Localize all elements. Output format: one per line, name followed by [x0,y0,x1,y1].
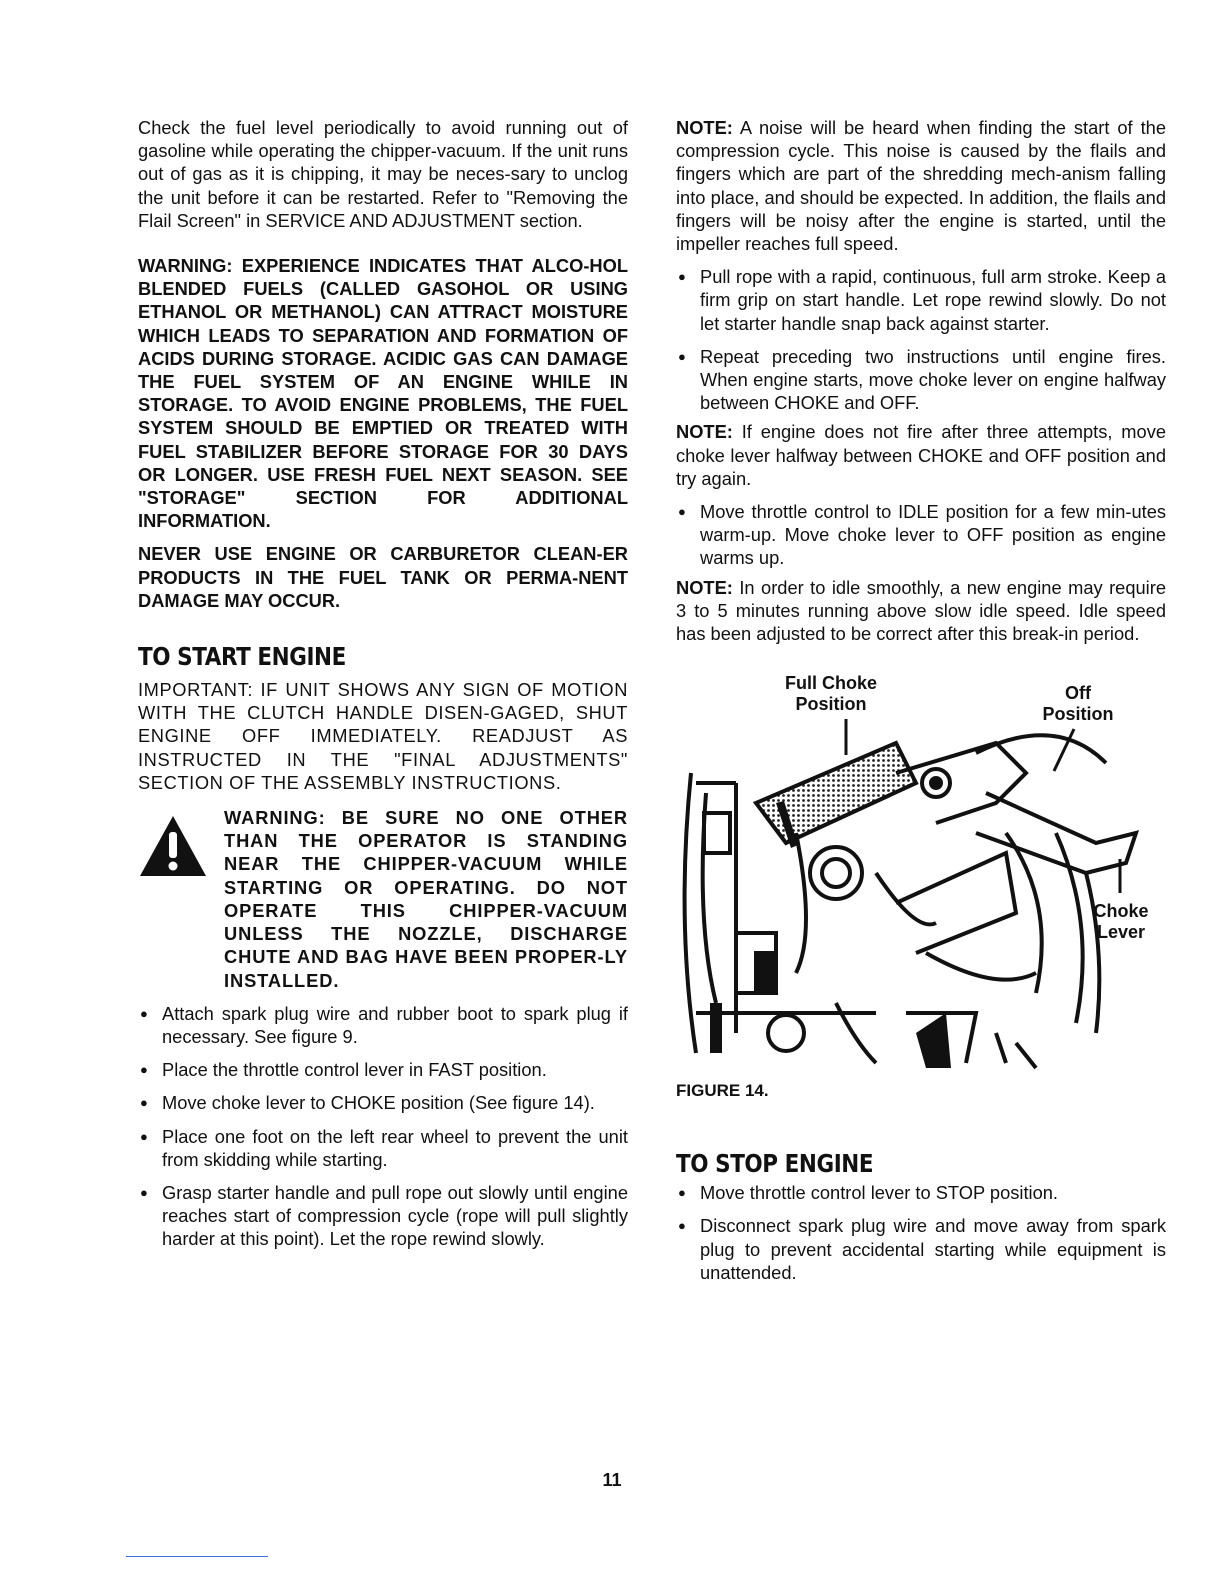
choke-lever-label: Choke Lever [1093,901,1149,943]
bullet-icon: ● [140,1095,148,1111]
list-item: ● Move throttle control to IDLE position for a few min-utes warm-up. Move choke lever to OFF position as engine warms up. [678,501,1166,569]
right-column [676,116,1166,1284]
list-item: ● Repeat preceding two instructions until engine fires. When engine starts, move choke lever on engine halfway between CHOKE and OFF. [678,345,1166,414]
list-item: ● Place the throttle control lever in FAST position. [140,1059,547,1081]
page-number: 11 [602,1470,622,1490]
off-position-label: Off Position [1042,683,1114,725]
start-steps-continued [676,265,1166,414]
list-item: ● Place one foot on the left rear wheel to prevent the unit from skidding while starting. [140,1125,628,1170]
warning-triangle-icon [138,814,208,878]
note-idle: NOTE: In order to idle smoothly, a new engine may require 3 to 5 minutes running above slow idle speed. Idle speed has been adjusted to be correct after this break-in period. [676,576,1166,645]
note-compression: NOTE: A noise will be heard when finding the start of the compression cycle. This noise is caused by the flails and fingers which are part of the shredding mech-anism falling into place, and should be expected. In addition, the flails and fingers will be noisy after the engine is started, until the impeller reaches full speed. [676,117,1166,255]
bullet-icon: ● [678,504,686,520]
important-notice: IMPORTANT: IF UNIT SHOWS ANY SIGN OF MOTION WITH THE CLUTCH HANDLE DISEN-GAGED, SHUT ENGINE OFF IMMEDIATELY. READJUST AS INSTRUCTED IN THE "FINAL ADJUSTMENTS" SECTION OF THE ASSEMBLY INSTRUCTIONS. [138,679,628,793]
start-engine-heading: TO START ENGINE [138,642,346,672]
bullet-icon: ● [140,1184,148,1200]
stop-engine-heading: TO STOP ENGINE [676,1149,874,1179]
stop-steps-list [676,1181,1166,1284]
bullet-icon: ● [678,1218,686,1234]
left-column [138,116,628,1251]
bullet-icon: ● [678,348,686,364]
list-item: ● Move choke lever to CHOKE position (See figure 14). [140,1092,595,1114]
bullet-icon: ● [678,1185,686,1201]
full-choke-position-label: Full Choke Position [784,673,877,715]
list-item: ● Pull rope with a rapid, continuous, full arm stroke. Keep a firm grip on start handle. Let rope rewind slowly. Do not let starter handle snap back against starter. [678,266,1166,334]
carburetor-cleaner-warning: NEVER USE ENGINE OR CARBURETOR CLEAN-ER PRODUCTS IN THE FUEL TANK OR PERMA-NENT DAMAGE MAY OCCUR. [138,543,628,611]
bullet-icon: ● [140,1062,148,1078]
start-steps-list [138,1002,628,1251]
list-item: ● Attach spark plug wire and rubber boot to spark plug if necessary. See figure 9. [140,1002,628,1047]
warmup-steps [676,500,1166,570]
list-item: ● Move throttle control lever to STOP position. [678,1182,1059,1204]
alcohol-fuel-warning: WARNING: EXPERIENCE INDICATES THAT ALCO-HOL BLENDED FUELS (CALLED GASOHOL OR USING ETHANOL OR METHANOL) CAN ATTRACT MOISTURE WHICH LEADS TO SEPARATION AND FORMATION OF ACIDS DURING STORAGE. ACIDIC GAS CAN DAMAGE THE FUEL SYSTEM OF AN ENGINE WHILE IN STORAGE. TO AVOID ENGINE PROBLEMS, THE FUEL SYSTEM SHOULD BE EMPTIED OR TREATED WITH FUEL STABILIZER BEFORE STORAGE FOR 30 DAYS OR LONGER. USE FRESH FUEL NEXT SEASON. SEE "STORAGE" SECTION FOR ADDITIONAL INFORMATION. [138,255,628,532]
bullet-icon: ● [678,269,686,285]
carburetor-illustration [676,673,1156,1073]
operator-warning-block [138,806,628,992]
figure-caption: FIGURE 14. [676,1081,769,1101]
footer-rule [126,1556,268,1557]
list-item: ● Grasp starter handle and pull rope out slowly until engine reaches start of compression cycle (rope will pull slightly harder at this point). Let the rope rewind slowly. [140,1181,628,1250]
figure-14 [676,673,1156,1101]
fuel-check-paragraph: Check the fuel level periodically to avoid running out of gasoline while operating the chipper-vacuum. If the unit runs out of gas as it is chipping, it may be neces-sary to unclog the unit before it can be restarted. Refer to "Removing the Flail Screen" in SERVICE AND ADJUSTMENT section. [138,117,628,231]
bullet-icon: ● [140,1128,148,1144]
note-three-attempts: NOTE: If engine does not fire after three attempts, move choke lever halfway between CHOKE and OFF position and try again. [676,421,1166,489]
operator-warning-text: WARNING: BE SURE NO ONE OTHER THAN THE OPERATOR IS STANDING NEAR THE CHIPPER-VACUUM WHILE STARTING OR OPERATING. DO NOT OPERATE THIS CHIPPER-VACUUM UNLESS THE NOZZLE, DISCHARGE CHUTE AND BAG HAVE BEEN PROPER-LY INSTALLED. [224,807,628,991]
bullet-icon: ● [140,1005,148,1021]
list-item: ● Disconnect spark plug wire and move away from spark plug to prevent accidental starting while equipment is unattended. [678,1215,1166,1283]
